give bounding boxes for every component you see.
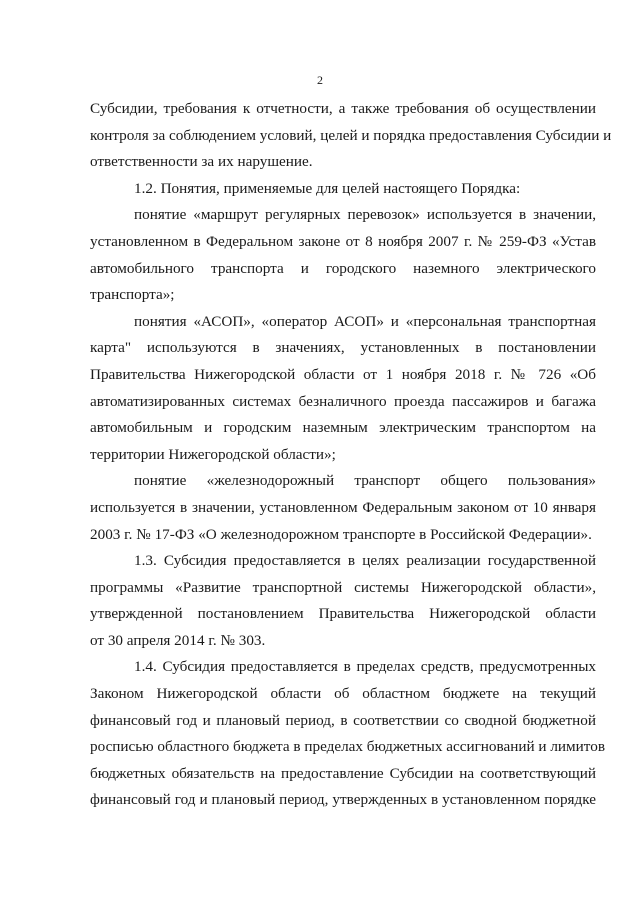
- paragraph-1-2: [90, 176, 596, 203]
- paragraph-asop-definition: [90, 309, 596, 469]
- text-line: Законом Нижегородской области об областном бюджете на текущий: [90, 685, 596, 703]
- text-line: территории Нижегородской области»;: [90, 445, 336, 463]
- paragraph-1-4: [90, 654, 605, 814]
- text-line: автоматизированных системах безналичного проезда пассажиров и багажа: [90, 392, 596, 410]
- text-line: финансовый год и плановый период, утвержденных в установленном порядке: [90, 791, 596, 809]
- text-line: 1.4. Субсидия предоставляется в пределах средств, предусмотренных: [134, 658, 596, 676]
- text-line: установленном в Федеральном законе от 8 ноября 2007 г. № 259-ФЗ «Устав: [90, 232, 596, 250]
- text-line: ответственности за их нарушение.: [90, 153, 313, 171]
- text-line: автомобильным и городским наземным электрическим транспортом на: [90, 419, 596, 437]
- text-line: 2003 г. № 17-ФЗ «О железнодорожном транспорте в Российской Федерации».: [90, 525, 592, 543]
- text-line: контроля за соблюдением условий, целей и порядка предоставления Субсидии и: [90, 126, 612, 144]
- text-line: 1.2. Понятия, применяемые для целей настоящего Порядка:: [134, 179, 521, 197]
- text-line: понятия «АСОП», «оператор АСОП» и «персональная транспортная: [134, 312, 596, 330]
- paragraph-intro-continuation: [90, 96, 612, 176]
- page-number: 2: [317, 73, 323, 87]
- text-line: программы «Развитие транспортной системы Нижегородской области»,: [90, 578, 596, 596]
- text-line: финансовый год и плановый период, в соответствии со сводной бюджетной: [90, 711, 596, 729]
- text-line: росписью областного бюджета в пределах бюджетных ассигнований и лимитов: [90, 738, 605, 756]
- text-line: используется в значении, установленном Федеральным законом от 10 января: [90, 498, 596, 516]
- text-line: понятие «железнодорожный транспорт общего пользования»: [134, 472, 596, 490]
- text-line: Субсидии, требования к отчетности, а также требования об осуществлении: [90, 100, 596, 117]
- text-line: транспорта»;: [90, 286, 175, 304]
- paragraph-route-definition: [90, 202, 596, 308]
- text-line: Правительства Нижегородской области от 1 ноября 2018 г. № 726 «Об: [90, 365, 596, 383]
- paragraph-1-3: [90, 548, 596, 654]
- text-line: понятие «маршрут регулярных перевозок» используется в значении,: [134, 206, 596, 224]
- paragraph-railway-definition: [90, 468, 596, 548]
- text-line: 1.3. Субсидия предоставляется в целях реализации государственной: [134, 552, 596, 570]
- text-line: от 30 апреля 2014 г. № 303.: [90, 631, 266, 649]
- text-line: утвержденной постановлением Правительства Нижегородской области: [90, 605, 596, 623]
- document-body: [90, 96, 612, 814]
- text-line: бюджетных обязательств на предоставление Субсидии на соответствующий: [90, 764, 596, 782]
- text-line: автомобильного транспорта и городского наземного электрического: [90, 259, 596, 277]
- text-line: карта" используются в значениях, установленных в постановлении: [90, 339, 596, 357]
